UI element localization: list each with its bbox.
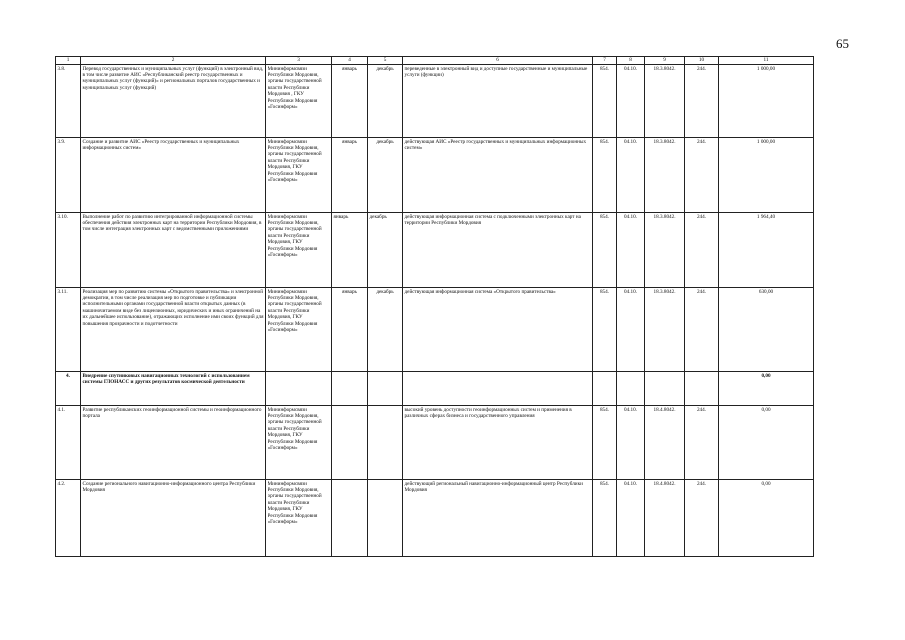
expected-result: действующая информационная система с подключенными электронных карт на территории Республики Мордовия (403, 213, 593, 288)
executor-text: Мининформсвязи Республики Мордовия, органы государственной власти Республики Мордовия , ГКУ Республики Мордовия «Госинформ» (267, 65, 322, 110)
amount: 1 964,40 (719, 213, 814, 288)
row-number: 3.9. (56, 138, 81, 213)
code-expense-type: 244. (685, 288, 719, 372)
measure-name: Реализация мер по развитию системы «Открытого правительства» и электронной демократии, в том числе реализация мер по подготовке и публикации исполнительными органами государственной власти открытых данных (в машиночитаемом виде без лицензионных, юридических и иных ограничений на их дальнейшее использование), отражающих исполнение ими своих функций для повышения прозрачности и подотчетности (81, 288, 266, 372)
col-num-6: 6 (403, 57, 593, 65)
code-expense-type: 244. (685, 138, 719, 213)
col-num-3: 3 (266, 57, 332, 65)
end-period (368, 372, 403, 406)
executor (266, 372, 332, 406)
code-target: 18.3.8042. (645, 138, 685, 213)
row-number: 4.1. (56, 406, 81, 480)
amount: 1 000,00 (719, 138, 814, 213)
code-expense-type (685, 372, 719, 406)
col-num-2: 2 (81, 57, 266, 65)
table-row (56, 480, 814, 557)
measure-name: Выполнение работ по развитию интегрированной информационной системы обеспечения действия электронных карт на территории Республики Мордовия, в том числе интеграция электронных карт с ведомственными приложениями (81, 213, 266, 288)
executor-text: Мининформсвязи Республики Мордовия, органы государственной власти Республики Мордовия, ГКУ Республики Мордовия «Госинформ» (267, 480, 322, 525)
amount: 630,00 (719, 288, 814, 372)
code-section: 04.10. (617, 288, 645, 372)
code-expense-type: 244. (685, 480, 719, 557)
code-section (617, 372, 645, 406)
table-row (56, 288, 814, 372)
code-expense-type: 244. (685, 65, 719, 138)
code-target: 18.3.8042. (645, 65, 685, 138)
col-num-5: 5 (368, 57, 403, 65)
measure-name: Перевод государственных и муниципальных услуг (функций) в электронный вид, в том числе развитие АИС «Республиканский реестр государственных и муниципальных услуг (функций)» и региональных порталов государственных и муниципальных услуг (функций) (81, 65, 266, 138)
code-target: 18.3.8042. (645, 288, 685, 372)
code-grbs: 854. (593, 480, 617, 557)
column-number-row (56, 57, 814, 65)
expected-result: действующая АИС «Реестр государственных и муниципальных информационных систем» (403, 138, 593, 213)
page-number: 65 (836, 36, 849, 51)
section-amount: 0,00 (719, 372, 814, 406)
col-num-9: 9 (645, 57, 685, 65)
amount: 0,00 (719, 480, 814, 557)
col-num-4: 4 (332, 57, 368, 65)
measure-name: Развитие республиканских геоинформационной системы и геоинформационного портала (81, 406, 266, 480)
col-num-11: 11 (719, 57, 814, 65)
code-target: 18.3.8042. (645, 213, 685, 288)
executor-text: Мининформсвязи Республики Мордовия, органы государственной власти Республики Мордовия, ГКУ Республики Мордовия «Госинформ» (267, 406, 322, 451)
start-period (332, 480, 368, 557)
end-period: декабрь (368, 138, 403, 213)
executor-text: Мининформсвязи Республики Мордовия, органы государственной власти Республики Мордовия, ГКУ Республики Мордовия «Госинформ» (267, 213, 322, 258)
executor-text: Мининформсвязи Республики Мордовия, органы государственной власти Республики Мордовия, ГКУ Республики Мордовия «Госинформ» (267, 288, 322, 333)
row-number: 3.11. (56, 288, 81, 372)
expected-result: действующая информационная система «Открытого правительства» (403, 288, 593, 372)
expected-result: действующий региональный навигационно-информационный центр Республики Мордовия (403, 480, 593, 557)
row-number: 3.10. (56, 213, 81, 288)
table-row (56, 213, 814, 288)
row-number: 3.8. (56, 65, 81, 138)
col-num-1: 1 (56, 57, 81, 65)
executor (266, 406, 332, 480)
expected-result: высокий уровень доступности геоинформационных систем и применения в различных сферах бизнеса и государственного управления (403, 406, 593, 480)
executor (266, 213, 332, 288)
start-period: январь (332, 65, 368, 138)
table-row (56, 65, 814, 138)
executor (266, 288, 332, 372)
end-period: декабрь (368, 65, 403, 138)
end-period: декабрь (368, 213, 403, 288)
executor (266, 480, 332, 557)
executor (266, 138, 332, 213)
code-section: 04.10. (617, 213, 645, 288)
executor-text: Мининформсвязи Республики Мордовия, органы государственной власти Республики Мордовия, ГКУ Республики Мордовия «Госинформ» (267, 138, 322, 183)
code-section: 04.10. (617, 480, 645, 557)
expected-result: переведенные в электронный вид и доступные государственные и муниципальные услуги (функции) (403, 65, 593, 138)
program-table (55, 56, 814, 557)
code-grbs: 854. (593, 138, 617, 213)
code-section: 04.10. (617, 65, 645, 138)
end-period: декабрь (368, 288, 403, 372)
start-period (332, 406, 368, 480)
code-grbs (593, 372, 617, 406)
code-target: 18.4.8042. (645, 480, 685, 557)
measure-name: Создание регионального навигационно-информационного центра Республики Мордовия (81, 480, 266, 557)
code-expense-type: 244. (685, 406, 719, 480)
code-target (645, 372, 685, 406)
code-grbs: 854. (593, 406, 617, 480)
code-section: 04.10. (617, 406, 645, 480)
section-name: Внедрение спутниковых навигационных технологий с использованием системы ГЛОНАСС и других результатов космической деятельности (81, 372, 266, 406)
start-period: январь (332, 288, 368, 372)
measure-name: Создание и развитие АИС «Реестр государственных и муниципальных информационных систем» (81, 138, 266, 213)
amount: 1 000,00 (719, 65, 814, 138)
code-expense-type: 244. (685, 213, 719, 288)
code-grbs: 854. (593, 65, 617, 138)
code-target: 18.4.8042. (645, 406, 685, 480)
section-number: 4. (56, 372, 81, 406)
col-num-10: 10 (685, 57, 719, 65)
code-section: 04.10. (617, 138, 645, 213)
executor (266, 65, 332, 138)
col-num-8: 8 (617, 57, 645, 65)
table-row (56, 406, 814, 480)
code-grbs: 854. (593, 213, 617, 288)
expected-result (403, 372, 593, 406)
col-num-7: 7 (593, 57, 617, 65)
end-period (368, 406, 403, 480)
amount: 0,00 (719, 406, 814, 480)
start-period: январь (332, 138, 368, 213)
code-grbs: 854. (593, 288, 617, 372)
start-period (332, 372, 368, 406)
row-number: 4.2. (56, 480, 81, 557)
table-row (56, 138, 814, 213)
section-row (56, 372, 814, 406)
end-period (368, 480, 403, 557)
start-period: январь (332, 213, 368, 288)
